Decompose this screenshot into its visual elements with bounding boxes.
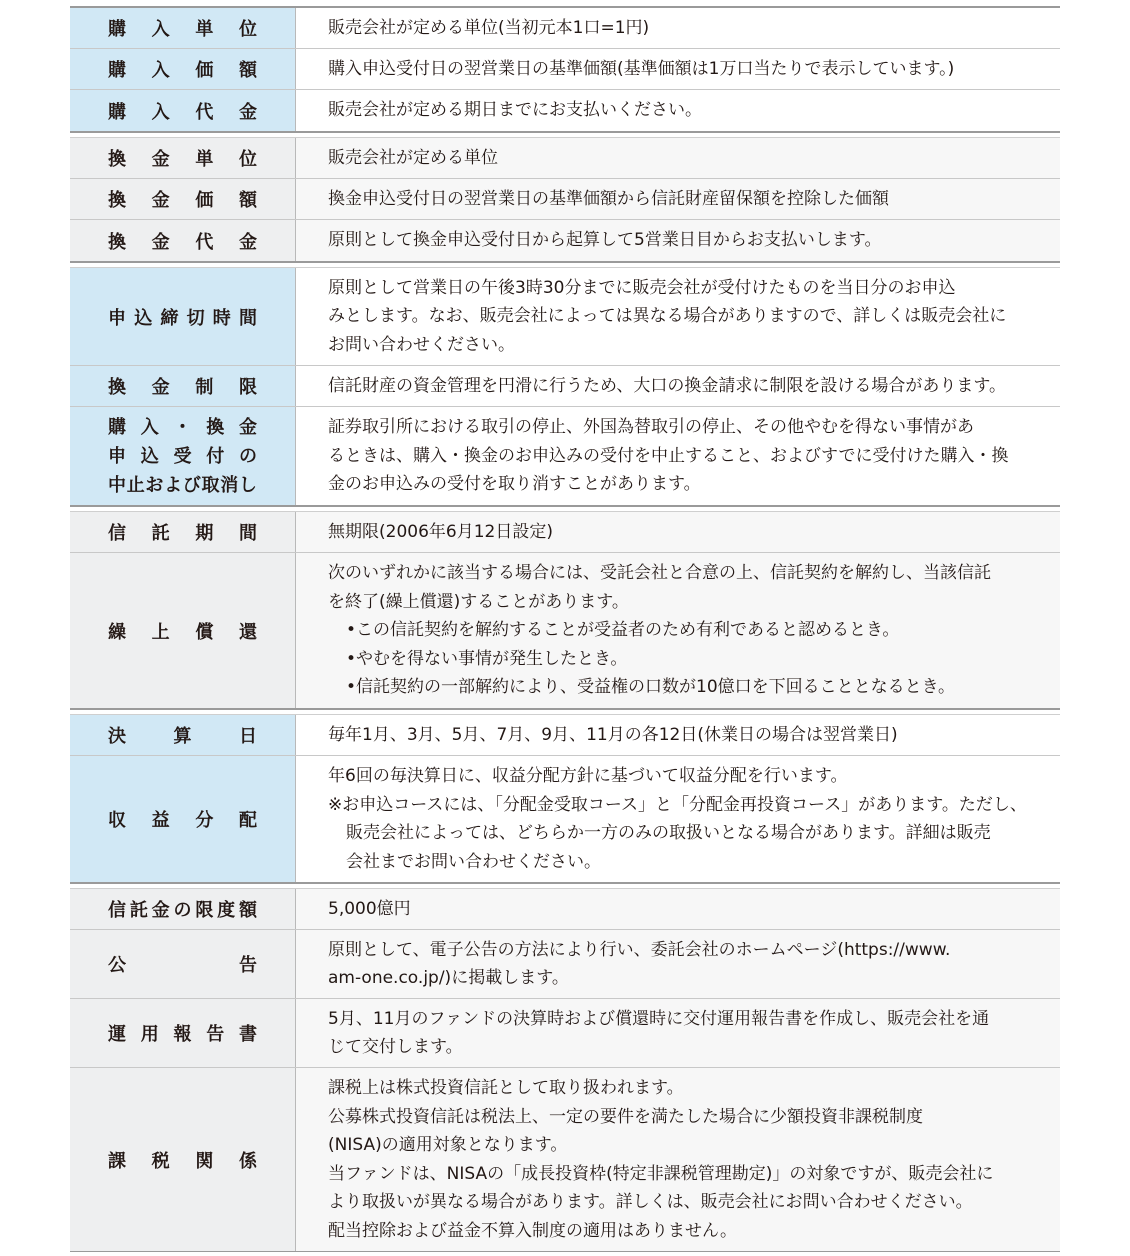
value-line: 原則として、電子公告の方法により行い、委託会社のホームページ(https://www.: [328, 939, 951, 960]
label-char: 算: [173, 726, 192, 747]
row-value: [296, 138, 1060, 178]
row-value: [296, 366, 1060, 406]
label-char: 限: [238, 377, 257, 398]
label-char: 購: [108, 416, 126, 438]
row-label: [70, 553, 296, 708]
bullet-item: •やむを得ない事情が発生したとき。: [346, 648, 628, 669]
value-line: 課税上は株式投資信託として取り扱われます。: [328, 1078, 684, 1098]
label-char: 償: [195, 621, 214, 643]
value-line: 販売会社が定める単位(当初元本1口=1円): [328, 17, 650, 38]
fund-info-table: [70, 0, 1060, 1256]
label-line: [108, 471, 257, 500]
label-char: 換: [108, 377, 126, 398]
label-char: 受: [173, 445, 192, 467]
table-row: [70, 930, 1060, 999]
row-label: [70, 756, 296, 882]
row-label: [70, 512, 296, 552]
label-char: 用: [140, 1024, 159, 1045]
value-line: 毎年1月、3月、5月、7月、9月、11月の各12日(休業日の場合は翌営業日): [328, 724, 898, 745]
row-label: [70, 889, 296, 929]
table-row: [70, 220, 1060, 261]
table-row: [70, 49, 1060, 90]
label-char: 単: [195, 149, 214, 170]
table-row: [70, 8, 1060, 49]
label-char: 報: [173, 1024, 192, 1045]
row-value: [296, 49, 1060, 89]
value-line: お問い合わせください。: [328, 334, 515, 355]
label-char: 入: [151, 101, 170, 123]
value-line: 販売会社が定める期日までにお支払いください。: [328, 100, 702, 121]
value-line: 金のお申込みの受付を取り消すことがあります。: [328, 474, 701, 495]
table-row: [70, 138, 1060, 179]
label-char: 締: [160, 307, 179, 329]
row-label: [70, 220, 296, 261]
label-char: 運: [108, 1024, 126, 1045]
value-line: 販売会社によっては、どちらか一方のみの取扱いとなる場合があります。詳細は販売: [346, 823, 991, 843]
purchase-group: [70, 6, 1060, 133]
label-char: 公: [108, 955, 126, 976]
value-line: 証券取引所における取引の停止、外国為替取引の停止、その他やむを得ない事情があ: [328, 417, 974, 438]
label-char: 換: [108, 231, 126, 253]
label-char: 金: [239, 416, 257, 438]
label-char: 単: [195, 19, 214, 40]
label-char: よ: [164, 474, 183, 496]
row-label: [70, 715, 296, 755]
label-char: 金: [151, 190, 170, 211]
label-char: 付: [206, 445, 225, 467]
bullet-item: •信託契約の一部解約により、受益権の口数が10億口を下回ることとなるとき。: [346, 677, 955, 698]
label-char: 限: [195, 900, 214, 921]
label-char: 額: [238, 60, 257, 81]
label-char: 金: [151, 231, 170, 253]
row-value: [296, 715, 1060, 755]
value-line: 原則として営業日の午後3時30分までに販売会社が受付けたものを当日分のお申込: [328, 277, 956, 298]
label-line: [108, 442, 257, 471]
value-line: るときは、購入・換金のお申込みの受付を中止すること、およびすでに受付けた購入・換: [328, 445, 1009, 466]
row-label: [70, 999, 296, 1067]
trust-period-group: [70, 511, 1060, 710]
label-char: 書: [239, 1024, 257, 1045]
bullet-item: •この信託契約を解約することが受益者のため有利であると認めるとき。: [346, 620, 900, 641]
label-char: 額: [238, 900, 257, 921]
label-char: 時: [212, 307, 231, 329]
redemption-group: [70, 137, 1060, 263]
row-value: [296, 1068, 1060, 1251]
row-label: [70, 407, 296, 505]
label-char: 取: [201, 474, 220, 496]
row-value: [296, 8, 1060, 48]
label-char: の: [173, 900, 192, 921]
value-line: 換金申込受付日の翌営業日の基準価額から信託財産留保額を控除した価額: [328, 188, 889, 209]
label-char: 購: [108, 19, 126, 40]
table-row: [70, 889, 1060, 930]
label-char: 金: [238, 101, 257, 123]
label-char: 換: [108, 149, 126, 170]
label-char: 係: [238, 1150, 257, 1172]
value-line: 会社までお問い合わせください。: [346, 851, 601, 872]
value-line: 5月、11月のファンドの決算時および償還時に交付運用報告書を作成し、販売会社を通: [328, 1008, 990, 1029]
label-char: 申: [108, 307, 126, 329]
label-char: 収: [108, 810, 126, 831]
label-char: 決: [108, 726, 126, 747]
label-char: 告: [239, 955, 257, 976]
label-char: 配: [238, 810, 257, 831]
row-value: [296, 553, 1060, 708]
table-row: [70, 999, 1060, 1068]
label-char: 益: [151, 810, 170, 831]
label-char: 込: [140, 445, 159, 467]
table-row: [70, 512, 1060, 553]
label-char: 入: [151, 19, 170, 40]
table-row: [70, 407, 1060, 505]
row-value: [296, 889, 1060, 929]
label-char: 繰: [108, 621, 126, 643]
value-line: 5,000億円: [328, 898, 411, 919]
row-value: [296, 756, 1060, 882]
table-row: [70, 1068, 1060, 1251]
value-line: (NISA)の適用対象となります。: [328, 1135, 568, 1155]
value-line: ※お申込コースには、「分配金受取コース」と「分配金再投資コース」があります。ただし、: [328, 794, 1027, 815]
row-value: [296, 930, 1060, 998]
label-char: び: [182, 474, 201, 496]
value-line: 配当控除および益金不算入制度の適用はありません。: [328, 1220, 738, 1241]
value-line: 原則として換金申込受付日から起算して5営業日目からお支払いします。: [328, 230, 882, 251]
row-value: [296, 999, 1060, 1067]
label-char: 還: [238, 621, 257, 643]
label-char: し: [238, 474, 257, 496]
label-char: 上: [151, 621, 170, 643]
label-char: 購: [108, 101, 126, 123]
label-char: 託: [129, 900, 148, 921]
label-char: 税: [151, 1150, 170, 1172]
other-group: [70, 888, 1060, 1252]
row-label: [70, 179, 296, 219]
value-line: 次のいずれかに該当する場合には、受託会社と合意の上、信託契約を解約し、当該信託: [328, 563, 991, 584]
label-char: 申: [108, 445, 126, 467]
label-char: の: [239, 445, 257, 467]
settlement-group: [70, 714, 1060, 884]
row-label: [70, 8, 296, 48]
label-char: ・: [173, 416, 192, 438]
label-char: 換: [206, 416, 225, 438]
row-value: [296, 90, 1060, 131]
table-row: [70, 553, 1060, 708]
label-char: 入: [140, 416, 159, 438]
label-char: 込: [134, 307, 153, 329]
row-label: [70, 138, 296, 178]
label-char: 間: [238, 307, 257, 329]
label-char: 金: [238, 231, 257, 253]
label-char: 入: [151, 60, 170, 81]
label-char: 止: [126, 474, 145, 496]
table-row: [70, 756, 1060, 882]
label-char: 金: [151, 377, 170, 398]
label-char: 換: [108, 190, 126, 211]
label-char: 消: [220, 474, 239, 496]
label-char: 位: [238, 19, 257, 40]
row-label: [70, 366, 296, 406]
table-row: [70, 268, 1060, 366]
value-line: 無期限(2006年6月12日設定): [328, 521, 553, 542]
label-char: 関: [195, 1150, 214, 1172]
label-char: 位: [238, 149, 257, 170]
value-line: am-one.co.jp/)に掲載します。: [328, 968, 569, 988]
row-value: [296, 179, 1060, 219]
label-char: 度: [217, 900, 236, 921]
label-char: 中: [108, 474, 126, 496]
label-char: 価: [195, 60, 214, 81]
table-row: [70, 715, 1060, 756]
label-char: 額: [238, 190, 257, 211]
table-row: [70, 90, 1060, 131]
label-char: お: [145, 474, 164, 496]
label-char: 制: [195, 377, 214, 398]
label-char: 期: [195, 523, 214, 544]
value-line: じて交付します。: [328, 1037, 463, 1057]
label-char: 金: [151, 149, 170, 170]
value-line: 公募株式投資信託は税法上、一定の要件を満たした場合に少額投資非課税制度: [328, 1106, 923, 1127]
row-label: [70, 930, 296, 998]
label-char: 代: [195, 101, 214, 123]
table-row: [70, 179, 1060, 220]
value-line: 購入申込受付日の翌営業日の基準価額(基準価額は1万口当たりで表示しています。): [328, 58, 955, 79]
value-line: 信託財産の資金管理を円滑に行うため、大口の換金請求に制限を設ける場合があります。: [328, 375, 1006, 396]
row-label: [70, 90, 296, 131]
label-line: [108, 413, 257, 442]
value-line: 販売会社が定める単位: [328, 147, 498, 168]
row-label: [70, 1068, 296, 1251]
label-char: 間: [238, 523, 257, 544]
label-char: 切: [186, 307, 205, 329]
label-char: 価: [195, 190, 214, 211]
label-char: 託: [151, 523, 170, 544]
row-value: [296, 220, 1060, 261]
label-char: 信: [108, 900, 126, 921]
table-row: [70, 366, 1060, 407]
row-value: [296, 407, 1060, 505]
label-char: 課: [108, 1150, 126, 1172]
label-char: 告: [206, 1024, 225, 1045]
label-char: 代: [195, 231, 214, 253]
row-label: [70, 268, 296, 365]
label-char: 信: [108, 523, 126, 544]
label-char: 分: [195, 810, 214, 831]
application-group: [70, 267, 1060, 507]
value-line: 年6回の毎決算日に、収益分配方針に基づいて収益分配を行います。: [328, 766, 848, 786]
row-label: [70, 49, 296, 89]
value-line: を終了(繰上償還)することがあります。: [328, 591, 629, 612]
value-line: より取扱いが異なる場合があります。詳しくは、販売会社にお問い合わせください。: [328, 1192, 973, 1212]
value-line: みとします。なお、販売会社によっては異なる場合がありますので、詳しくは販売会社に: [328, 306, 1007, 327]
row-value: [296, 268, 1060, 365]
label-char: 日: [239, 726, 257, 747]
label-char: 金: [151, 900, 170, 921]
row-value: [296, 512, 1060, 552]
value-line: 当ファンドは、NISAの「成長投資枠(特定非課税管理勘定)」の対象ですが、販売会社に: [328, 1163, 994, 1184]
label-char: 購: [108, 60, 126, 81]
